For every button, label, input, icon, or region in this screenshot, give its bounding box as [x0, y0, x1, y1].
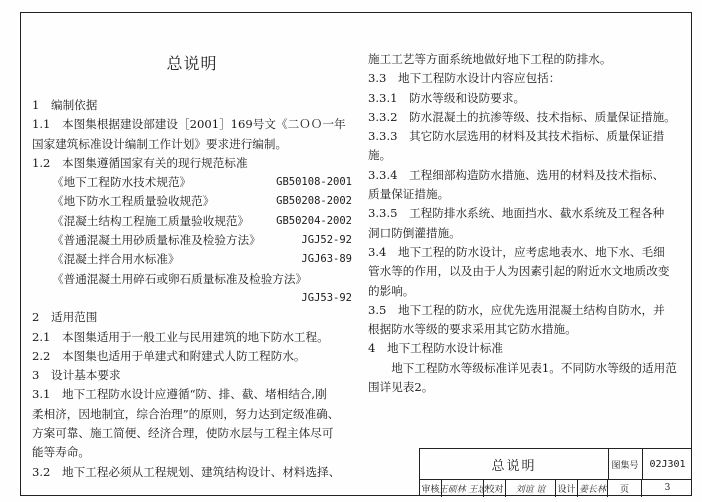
- paragraph-line: 3.3.3 其它防水层选用的材料及其技术指标、质量保证措: [368, 129, 665, 144]
- design-signature: 姜长林: [578, 479, 608, 497]
- check-signature: 刘谊 谊: [506, 479, 556, 497]
- paragraph-line: 围详见表2。: [368, 380, 434, 395]
- standard-code: JGJ53-92: [301, 291, 352, 304]
- paragraph-line: 3.1 地下工程防水设计应遵循“防、排、截、堵相结合,刚: [32, 387, 327, 402]
- standard-row: [32, 270, 352, 289]
- paragraph-line: 2.2 本图集也适用于单建式和附建式人防工程防水。: [32, 348, 306, 363]
- check-label: 校对: [484, 479, 506, 497]
- paragraph-line: 3.3.5 工程防排水系统、地面挡水、截水系统及工程各种: [368, 206, 665, 221]
- section-heading: 4 地下工程防水设计标准: [368, 341, 503, 356]
- standard-row: [32, 192, 352, 211]
- review-label: 审核: [420, 479, 442, 497]
- paragraph-line: 柔相济，因地制宜，综合治理”的原则，努力达到定级准确、: [32, 406, 340, 421]
- section-heading: 2 适用范围: [32, 310, 98, 325]
- paragraph-line: 能等寿命。: [32, 445, 90, 460]
- title-block-title: 总说明: [420, 449, 609, 479]
- page-number: 3: [664, 483, 671, 493]
- paragraph-line: 2.1 本图集适用于一般工业与民用建筑的地下防水工程。: [32, 329, 329, 344]
- paragraph-line: 的影响。: [368, 283, 415, 298]
- standard-name: 《普通混凝土用碎石或卵石质量标准及检验方法》: [52, 271, 308, 286]
- standard-row: [32, 212, 352, 231]
- document-title: 总说明: [166, 54, 218, 73]
- paragraph-line: 国家建筑标准设计编制工作计划》要求进行编制。: [32, 136, 288, 151]
- atlas-number-label: 图集号: [608, 449, 643, 479]
- standard-row: [32, 173, 352, 192]
- standard-name: 《地下工程防水技术规范》: [52, 175, 192, 190]
- standard-code: GB50108-2001: [276, 176, 352, 189]
- paragraph-line: 质量保证措施。: [368, 187, 450, 202]
- section-heading: 3 设计基本要求: [32, 368, 121, 383]
- paragraph-line: 3.3.2 防水混凝土的抗渗等级、技术指标、质量保证措施。: [368, 109, 676, 124]
- standard-name: 《地下防水工程质量验收规范》: [52, 194, 215, 209]
- standard-code: JGJ52-92: [301, 234, 352, 247]
- left-column: [32, 40, 352, 482]
- title-block-sign-row: [420, 479, 692, 497]
- paragraph-line: 根据防水等级的要求采用其它防水措施。: [368, 322, 577, 337]
- standard-name: 《普通混凝土用砂质量标准及检验方法》: [52, 233, 261, 248]
- paragraph-line: 3.2 地下工程必须从工程规划、建筑结构设计、材料选择、: [32, 464, 341, 479]
- paragraph-line: 3.3 地下工程防水设计内容应包括：: [368, 71, 561, 86]
- right-column: [368, 50, 677, 397]
- title-block: [419, 448, 692, 496]
- paragraph-line: 3.3.1 防水等级和设防要求。: [368, 90, 526, 105]
- paragraph-line: 3.4 地下工程的防水设计，应考虑地表水、地下水、毛细: [368, 244, 665, 259]
- paragraph-line: 1.1 本图集根据建设部建设［2001］169号文《二ＯＯ一年: [32, 117, 346, 132]
- standard-code: JGJ63-89: [301, 253, 352, 266]
- atlas-number: 02J301: [649, 458, 686, 470]
- section-heading: 1 编制依据: [32, 98, 98, 112]
- title-block-top-row: [420, 449, 692, 480]
- paragraph-line: 3.5 地下工程的防水，应优先选用混凝土结构自防水，并: [368, 302, 665, 317]
- paragraph-line: 施工工艺等方面系统地做好地下工程的防排水。: [368, 52, 612, 66]
- paragraph-line: 管水等的作用，以及由于人为因素引起的附近水文地质改变: [368, 264, 670, 279]
- paragraph-line: 1.2 本图集遵循国家有关的现行规范标准: [32, 155, 248, 170]
- standard-row: [32, 250, 352, 269]
- standard-name: 《混凝土拌合用水标准》: [52, 252, 180, 267]
- standard-name: 《混凝土结构工程施工质量验收规范》: [52, 213, 250, 228]
- page-label: 页: [608, 479, 642, 497]
- paragraph-line: 地下工程防水等级标准详见表1。不同防水等级的适用范: [368, 360, 677, 375]
- standard-row: [32, 289, 352, 308]
- paragraph-line: 3.3.4 工程细部构造防水措施、选用的材料及技术指标、: [368, 167, 665, 182]
- standard-code: GB50208-2002: [276, 195, 352, 208]
- paragraph-line: 施。: [368, 148, 392, 163]
- review-signature: 王硕林 王忠: [442, 479, 484, 497]
- paragraph-line: 洞口防倒灌措施。: [368, 225, 461, 240]
- design-label: 设计: [556, 479, 578, 497]
- paragraph-line: 方案可靠、施工简便、经济合理，使防水层与工程主体尽可: [32, 426, 334, 441]
- standard-row: [32, 231, 352, 250]
- standard-code: GB50204-2002: [276, 214, 352, 227]
